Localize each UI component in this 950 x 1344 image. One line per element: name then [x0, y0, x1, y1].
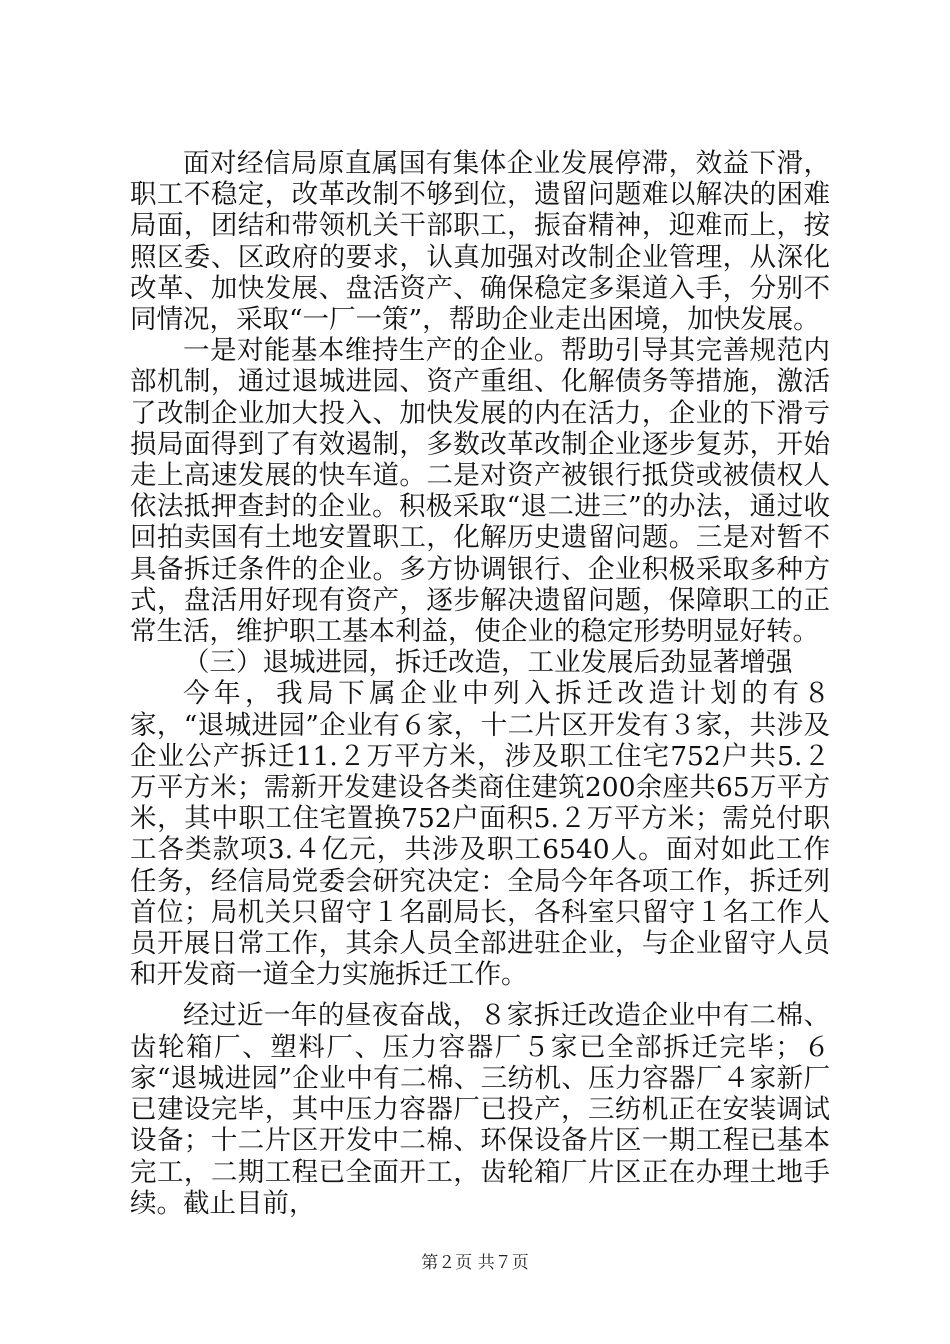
section-heading: （三）退城进园，拆迁改造，工业发展后劲显著增强 [183, 647, 793, 679]
paragraph-relocation-plan: 今年，我局下属企业中列入拆迁改造计划的有８家，“退城进园”企业有６家，十二片区开发有３家，共涉及企业公产拆迁11.２万平方米，涉及职工住宅752户共5.２万平方米；需新开发建设各类商住建筑200余座共65万平方米，其中职工住宅置换752户面积5.２万平方米；需兑付职工各类款项3.４亿元，共涉及职工6540人。面对如此工作任务，经信局党委会研究决定：全局今年各项工作，拆迁列首位；局机关只留守１名副局长，各科室只留守１名工作人员开展日常工作，其余人员全部进驻企业，与企业留守人员和开发商一道全力实施拆迁工作。 [130, 678, 830, 991]
paragraph-measures: 一是对能基本维持生产的企业。帮助引导其完善规范内部机制，通过退城进园、资产重组、化解债务等措施，激活了改制企业加大投入、加快发展的内在活力，企业的下滑亏损局面得到了有效遏制，多数改革改制企业逐步复苏，开始走上高速发展的快车道。二是对资产被银行抵贷或被债权人依法抵押查封的企业。积极采取“退二进三”的办法，通过收回拍卖国有土地安置职工，化解历史遗留问题。三是对暂不具备拆迁条件的企业。多方协调银行、企业积极采取多种方式，盘活用好现有资产，逐步解决遗留问题，保障职工的正常生活，维护职工基本利益，使企业的稳定形势明显好转。 [130, 335, 830, 648]
document-body [130, 148, 830, 1219]
paragraph-progress: 经过近一年的昼夜奋战，８家拆迁改造企业中有二棉、齿轮箱厂、塑料厂、压力容器厂５家已全部拆迁完毕；６家“退城进园”企业中有二棉、三纺机、压力容器厂４家新厂已建设完毕，其中压力容器厂已投产，三纺机正在安装调试设备；十二片区开发中二棉、环保设备片区一期工程已基本完工，二期工程已全面开工，齿轮箱厂片区正在办理土地手续。截止目前， [130, 1000, 830, 1219]
paragraph-intro: 面对经信局原直属国有集体企业发展停滞，效益下滑，职工不稳定，改革改制不够到位，遗留问题难以解决的困难局面，团结和带领机关干部职工，振奋精神，迎难而上，按照区委、区政府的要求，认真加强对改制企业管理，从深化改革、加快发展、盘活资产、确保稳定多渠道入手，分别不同情况，采取“一厂一策”，帮助企业走出困境，加快发展。 [130, 148, 830, 336]
page-footer: 第２页 共７页 [421, 1253, 529, 1273]
